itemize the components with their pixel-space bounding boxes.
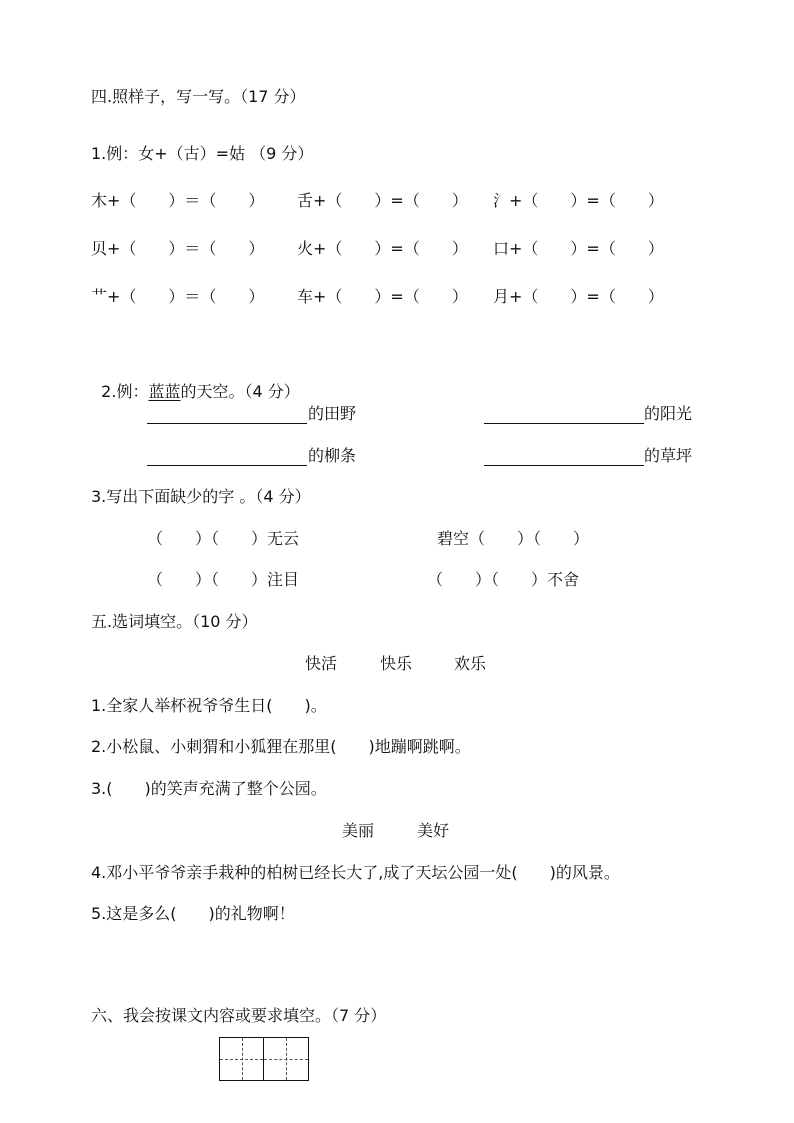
q2-item-1: 的田野 (308, 404, 357, 423)
sentence-5: 5.这是多么( )的礼物啊！ (91, 904, 295, 923)
q1-row1-col1[interactable]: 木+（ ）＝（ ） (91, 191, 265, 210)
q1-row2-col1[interactable]: 贝+（ ）＝（ ） (91, 239, 265, 258)
tian-zi-box-1[interactable] (220, 1038, 264, 1080)
q2-item-4: 的草坪 (644, 446, 693, 465)
q3-item-2[interactable]: 碧空（ ）（ ） (437, 529, 590, 548)
sentence-4: 4.邓小平爷爷亲手栽种的柏树已经长大了,成了天坛公园一处( )的风景。 (91, 863, 620, 882)
tian-zi-box-2[interactable] (264, 1038, 308, 1080)
q1-row1-col3[interactable]: 氵+（ ）=（ ） (493, 191, 664, 210)
q1-label: 1.例：女+（古）=姑 （9 分） (91, 144, 314, 163)
q1-row2-col2[interactable]: 火+（ ）=（ ） (297, 239, 468, 258)
word-bank-1-item-2: 快乐 (380, 654, 413, 673)
q1-row3-col1[interactable]: 艹+（ ）＝（ ） (91, 287, 265, 306)
q2-item-2: 的阳光 (644, 404, 693, 423)
q2-label (91, 362, 300, 402)
q1-row2-col3[interactable]: 口+（ ）=（ ） (493, 239, 664, 258)
word-bank-1-item-3: 欢乐 (454, 654, 487, 673)
sentence-2: 2.小松鼠、小刺猬和小狐狸在那里( )地蹦啊跳啊。 (91, 737, 471, 756)
sentence-1: 1.全家人举杯祝爷爷生日( )。 (91, 696, 327, 715)
q3-item-4[interactable]: （ ）（ ）不舍 (427, 570, 580, 589)
word-bank-2-item-1: 美丽 (342, 821, 375, 840)
q2-blank-2[interactable] (484, 422, 644, 424)
grid-guide-horizontal (220, 1059, 263, 1060)
q2-blank-3[interactable] (147, 464, 307, 466)
sentence-3: 3.( )的笑声充满了整个公园。 (91, 779, 327, 798)
section5-title: 五.选词填空。（10 分） (91, 612, 258, 631)
q1-row3-col3[interactable]: 月+（ ）=（ ） (493, 287, 664, 306)
section4-title: 四.照样子，写一写。（17 分） (91, 87, 306, 106)
q2-label-prefix: 2.例： (101, 382, 149, 401)
q3-label: 3.写出下面缺少的字 。（4 分） (91, 487, 311, 506)
q3-item-3[interactable]: （ ）（ ）注目 (147, 570, 300, 589)
q2-label-suffix: 的天空。（4 分） (180, 382, 300, 401)
word-bank-2-item-2: 美好 (417, 821, 450, 840)
q1-row3-col2[interactable]: 车+（ ）=（ ） (297, 287, 468, 306)
q3-item-1[interactable]: （ ）（ ）无云 (147, 529, 300, 548)
q2-blank-4[interactable] (484, 464, 644, 466)
tian-zi-grid[interactable] (219, 1037, 309, 1081)
grid-guide-horizontal (264, 1059, 308, 1060)
section6-title: 六、我会按课文内容或要求填空。（7 分） (91, 1006, 387, 1025)
q2-example-word: 蓝蓝 (148, 382, 181, 401)
word-bank-1-item-1: 快活 (305, 654, 338, 673)
q2-item-3: 的柳条 (308, 446, 357, 465)
q1-row1-col2[interactable]: 舌+（ ）=（ ） (297, 191, 468, 210)
q2-blank-1[interactable] (147, 422, 307, 424)
